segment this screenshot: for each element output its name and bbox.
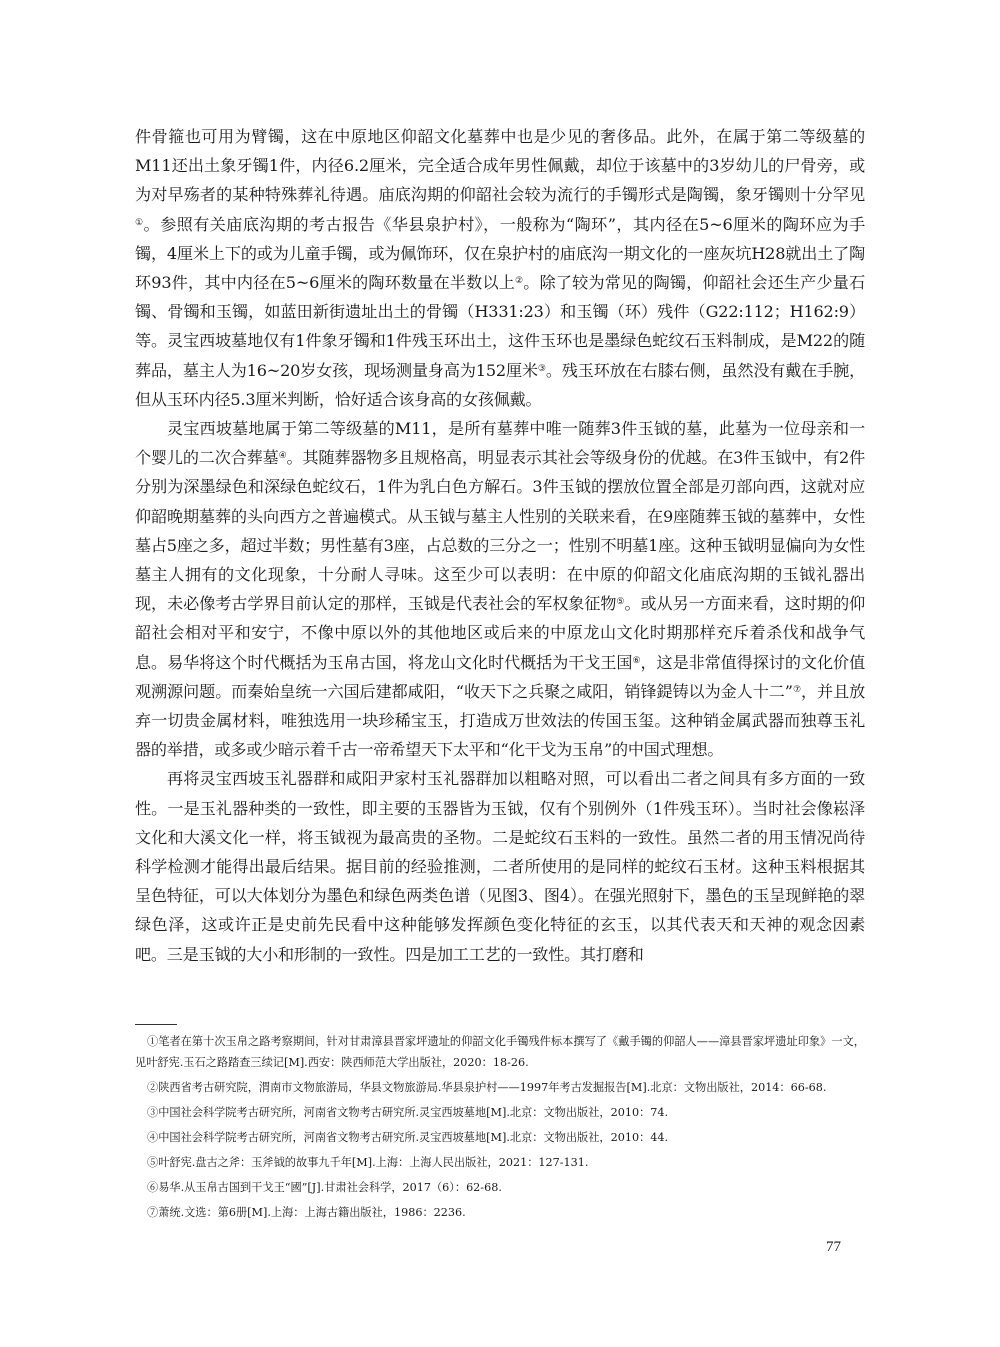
footnote: ③中国社会科学院考古研究所，河南省文物考古研究所.灵宝西坡墓地[M].北京：文物出版社，2010：74. <box>147 1106 669 1119</box>
footnote-marker: ① <box>135 217 144 228</box>
body-paragraph <box>135 764 865 968</box>
footnote-marker: ③ <box>537 363 546 374</box>
body-paragraph <box>135 122 865 414</box>
text-run: ，这是非常值得探讨的文化价值观溯源问题。而秦始皇统一六国后建都咸阳，“收天下之兵聚之咸阳，销锋鍉铸以为金人十二” <box>135 652 865 701</box>
footnote: ②陕西省考古研究院，渭南市文物旅游局，华县文物旅游局.华县泉护村——1997年考古发掘报告[M].北京：文物出版社，2014：66-68. <box>147 1081 827 1094</box>
footnote-marker: ⑥ <box>632 655 641 666</box>
footnote-separator <box>135 1024 177 1025</box>
text-run: ，并且放弃一切贵金属材料，唯独选用一块珍稀宝玉，打造成万世效法的传国玉玺。这种销金属武器而独尊玉礼器的举措，或多或少暗示着千古一帝希望天下太平和“化干戈为玉帛”的中国式理想。 <box>135 681 865 760</box>
footnote: ①笔者在第十次玉帛之路考察期间，针对甘肃漳县晋家坪遗址的仰韶文化手镯残件标本撰写了《戴手镯的仰韶人——漳县晋家坪遗址印象》一文，见叶舒宪.玉石之路踏查三续记[M].西安：陕西师范大学出版社，2020：18-26. <box>135 1035 865 1069</box>
footnotes <box>135 1031 865 1227</box>
text-run: 。参照有关庙底沟期的考古报告《华县泉护村》，一般称为“陶环”，其内径在5~6厘米的陶环应为手镯，4厘米上下的或为儿童手镯，或为佩饰环，仅在泉护村的庙底沟一期文化的一座灰坑H28就出土了陶环93件，其中内径在5~6厘米的陶环数量在半数以上 <box>135 214 865 293</box>
body-text <box>135 122 865 969</box>
text-run: 再将灵宝西坡玉礼器群和咸阳尹家村玉礼器群加以粗略对照，可以看出二者之间具有多方面的一致性。一是玉礼器种类的一致性，即主要的玉器皆为玉钺，仅有个别例外（1件残玉环）。当时社会像崧泽文化和大溪文化一样，将玉钺视为最高贵的圣物。二是蛇纹石玉料的一致性。虽然二者的用玉情况尚待科学检测才能得出最后结果。据目前的经验推测，二者所使用的是同样的蛇纹石玉材。这种玉料根据其呈色特征，可以大体划分为墨色和绿色两类色谱（见图3、图4）。在强光照射下，墨色的玉呈现鲜艳的翠绿色泽，这或许正是史前先民看中这种能够发挥颜色变化特征的玄玉，以其代表天和天神的观念因素吧。三是玉钺的大小和形制的一致性。四是加工工艺的一致性。其打磨和 <box>135 769 865 964</box>
footnote-marker: ⑦ <box>792 684 801 695</box>
page-number: 77 <box>826 1239 841 1255</box>
footnote-marker: ⑤ <box>616 597 625 608</box>
footnote: ④中国社会科学院考古研究所，河南省文物考古研究所.灵宝西坡墓地[M].北京：文物出版社，2010：44. <box>147 1131 669 1144</box>
text-run: 。残玉环放在右膝右侧，虽然没有戴在手腕，但从玉环内径5.3厘米判断，恰好适合该身高的女孩佩戴。 <box>135 360 866 409</box>
text-run: 。其随葬器物多且规格高，明显表示其社会等级身份的优越。在3件玉钺中，有2件分别为深墨绿色和深绿色蛇纹石，1件为乳白色方解石。3件玉钺的摆放位置全部是刃部向西，这就对应仰韶晚期墓葬的头向西方之普遍模式。从玉钺与墓主人性别的关联来看，在9座随葬玉钺的墓葬中，女性墓占5座之多，超过半数；男性墓有3座，占总数的三分之一；性别不明墓1座。这种玉钺明显偏向为女性墓主人拥有的文化现象，十分耐人寻味。这至少可以表明：在中原的仰韶文化庙底沟期的玉钺礼器出现，未必像考古学界目前认定的那样，玉钺是代表社会的军权象征物 <box>135 448 865 614</box>
body-paragraph <box>135 414 865 764</box>
footnote: ⑦萧统.文选：第6册[M].上海：上海古籍出版社，1986：2236. <box>147 1206 466 1219</box>
text-run: 。或从另一方面来看，这时期的仰韶社会相对平和安宁，不像中原以外的其他地区或后来的中原龙山文化时期那样充斥着杀伐和战争气息。易华将这个时代概括为玉帛古国，将龙山文化时代概括为干戈王国 <box>135 594 866 672</box>
footnote-marker: ② <box>515 276 524 287</box>
footnote-marker: ④ <box>278 451 287 462</box>
text-run: 灵宝西坡墓地属于第二等级墓的M11，是所有墓葬中唯一随葬3件玉钺的墓，此墓为一位母亲和一个婴儿的二次合葬墓 <box>135 419 865 468</box>
footnote: ⑥易华.从玉帛古国到干戈王“國”[J].甘肃社会科学，2017（6）：62-68. <box>147 1181 502 1194</box>
footnote: ⑤叶舒宪.盘古之斧：玉斧钺的故事九千年[M].上海：上海人民出版社，2021：127-131. <box>147 1156 589 1169</box>
text-run: 。除了较为常见的陶镯，仰韶社会还生产少量石镯、骨镯和玉镯，如蓝田新街遗址出土的骨镯（H331:23）和玉镯（环）残件（G22:112；H162:9）等。灵宝西坡墓地仅有1件象牙镯和1件残玉环出土，这件玉环也是墨绿色蛇纹石玉料制成，是M22的随葬品，墓主人为16~20岁女孩，现场测量身高为152厘米 <box>135 273 865 380</box>
text-run: 件骨箍也可用为臂镯，这在中原地区仰韶文化墓葬中也是少见的奢侈品。此外，在属于第二等级墓的M11还出土象牙镯1件，内径6.2厘米，完全适合成年男性佩戴，却位于该墓中的3岁幼儿的尸骨旁，或为对早殇者的某种特殊葬礼待遇。庙底沟期的仰韶社会较为流行的手镯形式是陶镯，象牙镯则十分罕见 <box>135 127 865 205</box>
